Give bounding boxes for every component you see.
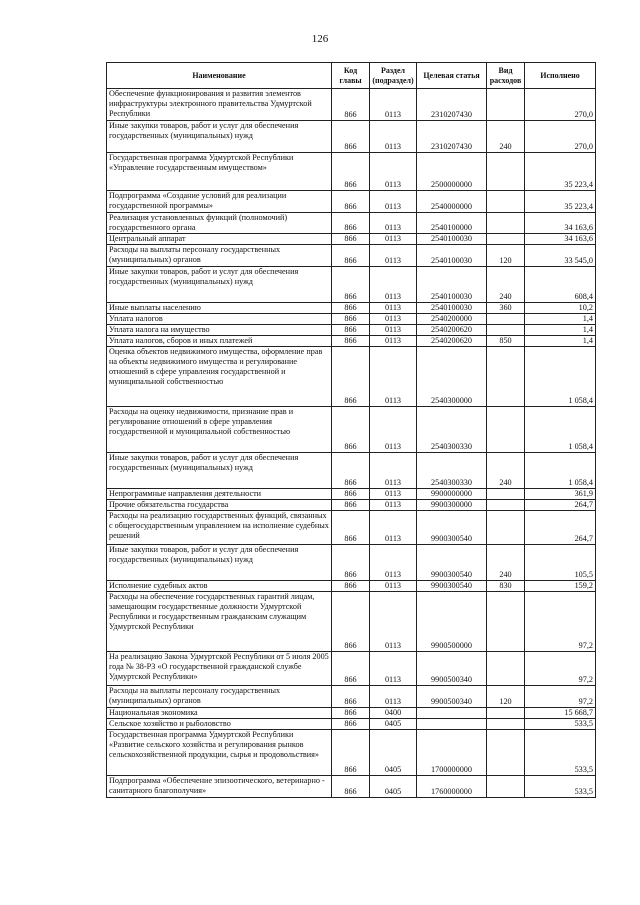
header-done: Исполнено: [525, 63, 596, 89]
row-name: Расходы на обеспечение государственных гарантий лицам, замещающим государственные должности Удмуртской Республики и государственным гражданским служащим Удмуртской Республики: [107, 592, 332, 652]
row-done: 97,2: [525, 686, 596, 708]
row-kind: [487, 719, 525, 730]
row-name: Иные закупки товаров, работ и услуг для обеспечения государственных (муниципальных) нужд: [107, 267, 332, 303]
row-item: 2540300000: [417, 347, 487, 407]
row-kind: 240: [487, 267, 525, 303]
row-section: 0113: [370, 511, 417, 545]
row-name: Прочие обязательства государства: [107, 500, 332, 511]
row-done: 1,4: [525, 336, 596, 347]
row-name: Расходы на реализацию государственных функций, связанных с общегосударственным управлением на исполнение судебных решений: [107, 511, 332, 545]
row-name: Государственная программа Удмуртской Республики «Развитие сельского хозяйства и регулирования рынков сельскохозяйственной продукции, сырья и продовольствия»: [107, 730, 332, 776]
row-item: 9900300540: [417, 511, 487, 545]
row-section: 0113: [370, 234, 417, 245]
header-section: Раздел (подраздел): [370, 63, 417, 89]
row-done: 608,4: [525, 267, 596, 303]
row-item: 2540200620: [417, 325, 487, 336]
row-code: 866: [332, 89, 370, 121]
row-name: Центральный аппарат: [107, 234, 332, 245]
row-section: 0113: [370, 581, 417, 592]
row-section: 0113: [370, 153, 417, 191]
table-row: [107, 325, 596, 336]
row-done: 1,4: [525, 314, 596, 325]
row-item: 1700000000: [417, 730, 487, 776]
row-item: 9900000000: [417, 489, 487, 500]
row-section: 0113: [370, 314, 417, 325]
table-row: [107, 708, 596, 719]
row-section: 0113: [370, 686, 417, 708]
row-done: 105,5: [525, 545, 596, 581]
row-kind: [487, 776, 525, 798]
row-item: 9900300000: [417, 500, 487, 511]
table-row: [107, 153, 596, 191]
row-item: [417, 708, 487, 719]
row-code: 866: [332, 153, 370, 191]
row-item: 2310207430: [417, 89, 487, 121]
header-kind: Вид расходов: [487, 63, 525, 89]
row-item: 2540100000: [417, 213, 487, 234]
row-done: 270,0: [525, 89, 596, 121]
row-code: 866: [332, 303, 370, 314]
row-section: 0113: [370, 592, 417, 652]
row-done: 1 058,4: [525, 453, 596, 489]
row-item: 9900300540: [417, 545, 487, 581]
row-item: 2540100030: [417, 303, 487, 314]
header-code: Код главы: [332, 63, 370, 89]
row-kind: [487, 652, 525, 686]
table-row: [107, 347, 596, 407]
row-kind: [487, 500, 525, 511]
row-kind: 240: [487, 121, 525, 153]
row-code: 866: [332, 776, 370, 798]
header-name: Наименование: [107, 63, 332, 89]
row-name: Расходы на выплаты персоналу государственных (муниципальных) органов: [107, 245, 332, 267]
row-code: 866: [332, 652, 370, 686]
row-kind: [487, 325, 525, 336]
row-done: 34 163,6: [525, 234, 596, 245]
row-kind: [487, 511, 525, 545]
row-name: Подпрограмма «Обеспечение эпизоотического, ветеринарно - санитарного благополучия»: [107, 776, 332, 798]
row-code: 866: [332, 686, 370, 708]
row-section: 0113: [370, 347, 417, 407]
row-name: Иные закупки товаров, работ и услуг для обеспечения государственных (муниципальных) нужд: [107, 453, 332, 489]
row-kind: [487, 730, 525, 776]
row-section: 0113: [370, 489, 417, 500]
row-done: 10,2: [525, 303, 596, 314]
row-kind: [487, 213, 525, 234]
table-row: [107, 191, 596, 213]
row-name: Национальная экономика: [107, 708, 332, 719]
row-section: 0113: [370, 336, 417, 347]
table-row: [107, 213, 596, 234]
row-kind: [487, 191, 525, 213]
row-done: 264,7: [525, 511, 596, 545]
table-row: [107, 500, 596, 511]
row-name: Сельское хозяйство и рыболовство: [107, 719, 332, 730]
row-name: Расходы на выплаты персоналу государственных (муниципальных) органов: [107, 686, 332, 708]
row-section: 0113: [370, 453, 417, 489]
row-name: Уплата налога на имущество: [107, 325, 332, 336]
table-body: [107, 89, 596, 798]
row-done: 35 223,4: [525, 191, 596, 213]
row-name: Иные выплаты населению: [107, 303, 332, 314]
row-kind: 120: [487, 245, 525, 267]
row-section: 0400: [370, 708, 417, 719]
table-row: [107, 776, 596, 798]
row-name: Иные закупки товаров, работ и услуг для обеспечения государственных (муниципальных) нужд: [107, 545, 332, 581]
row-name: Реализация установленных функций (полномочий) государственного органа: [107, 213, 332, 234]
row-section: 0113: [370, 407, 417, 453]
row-item: 2540000000: [417, 191, 487, 213]
table-row: [107, 453, 596, 489]
row-section: 0113: [370, 213, 417, 234]
row-code: 866: [332, 730, 370, 776]
row-kind: 850: [487, 336, 525, 347]
header-item: Целевая статья: [417, 63, 487, 89]
row-name: Оценка объектов недвижимого имущества, оформление прав на объекты недвижимого имущества и регулирование отношений в сфере управления государственной и муниципальной собственностью: [107, 347, 332, 407]
row-kind: [487, 407, 525, 453]
row-name: Иные закупки товаров, работ и услуг для обеспечения государственных (муниципальных) нужд: [107, 121, 332, 153]
row-code: 866: [332, 511, 370, 545]
row-done: 270,0: [525, 121, 596, 153]
table-row: [107, 407, 596, 453]
row-code: 866: [332, 545, 370, 581]
row-item: 2540300330: [417, 453, 487, 489]
row-code: 866: [332, 267, 370, 303]
table-row: [107, 719, 596, 730]
table-row: [107, 511, 596, 545]
row-section: 0113: [370, 121, 417, 153]
page-number: 126: [311, 33, 329, 45]
row-name: На реализацию Закона Удмуртской Республики от 5 июля 2005 года № 38-РЗ «О государственной гражданской службе Удмуртской Республики»: [107, 652, 332, 686]
row-item: 2540100030: [417, 234, 487, 245]
row-item: 9900500000: [417, 592, 487, 652]
row-item: 1760000000: [417, 776, 487, 798]
row-done: 264,7: [525, 500, 596, 511]
row-done: 533,5: [525, 730, 596, 776]
table-row: [107, 267, 596, 303]
row-section: 0113: [370, 652, 417, 686]
table-row: [107, 652, 596, 686]
row-item: 2540100030: [417, 245, 487, 267]
row-kind: 830: [487, 581, 525, 592]
row-item: 2310207430: [417, 121, 487, 153]
row-done: 34 163,6: [525, 213, 596, 234]
row-kind: [487, 234, 525, 245]
table-row: [107, 89, 596, 121]
row-section: 0113: [370, 325, 417, 336]
row-section: 0405: [370, 719, 417, 730]
row-section: 0113: [370, 89, 417, 121]
table-row: [107, 489, 596, 500]
row-item: 2500000000: [417, 153, 487, 191]
row-code: 866: [332, 245, 370, 267]
row-item: 2540100030: [417, 267, 487, 303]
row-item: 9900500340: [417, 686, 487, 708]
row-code: 866: [332, 314, 370, 325]
table-row: [107, 730, 596, 776]
table-row: [107, 336, 596, 347]
row-section: 0405: [370, 776, 417, 798]
row-code: 866: [332, 592, 370, 652]
row-done: 97,2: [525, 652, 596, 686]
table-row: [107, 303, 596, 314]
row-section: 0113: [370, 545, 417, 581]
row-done: 533,5: [525, 719, 596, 730]
row-name: Обеспечение функционирования и развития элементов инфраструктуры электронного правительства Удмуртской Республики: [107, 89, 332, 121]
row-code: 866: [332, 325, 370, 336]
row-done: 533,5: [525, 776, 596, 798]
row-code: 866: [332, 500, 370, 511]
row-kind: [487, 314, 525, 325]
row-section: 0405: [370, 730, 417, 776]
row-done: 159,2: [525, 581, 596, 592]
row-code: 866: [332, 489, 370, 500]
row-section: 0113: [370, 191, 417, 213]
row-code: 866: [332, 407, 370, 453]
row-section: 0113: [370, 245, 417, 267]
table-row: [107, 121, 596, 153]
table-row: [107, 234, 596, 245]
row-item: 2540300330: [417, 407, 487, 453]
row-kind: 360: [487, 303, 525, 314]
row-name: Подпрограмма «Создание условий для реализации государственной программы»: [107, 191, 332, 213]
row-done: 1 058,4: [525, 347, 596, 407]
row-name: Расходы на оценку недвижимости, признание прав и регулирование отношений в сфере управления государственной и муниципальной собственностью: [107, 407, 332, 453]
row-name: Исполнение судебных актов: [107, 581, 332, 592]
row-code: 866: [332, 213, 370, 234]
table-row: [107, 581, 596, 592]
row-done: 97,2: [525, 592, 596, 652]
table-row: [107, 592, 596, 652]
row-name: Уплата налогов, сборов и иных платежей: [107, 336, 332, 347]
table-row: [107, 686, 596, 708]
row-done: 1 058,4: [525, 407, 596, 453]
row-done: 1,4: [525, 325, 596, 336]
row-code: 866: [332, 708, 370, 719]
row-kind: [487, 89, 525, 121]
row-kind: [487, 708, 525, 719]
table-row: [107, 245, 596, 267]
table-row: [107, 545, 596, 581]
row-kind: [487, 153, 525, 191]
row-done: 361,9: [525, 489, 596, 500]
row-done: 15 668,7: [525, 708, 596, 719]
row-name: Уплата налогов: [107, 314, 332, 325]
row-item: [417, 719, 487, 730]
row-done: 33 545,0: [525, 245, 596, 267]
row-code: 866: [332, 121, 370, 153]
row-code: 866: [332, 581, 370, 592]
row-code: 866: [332, 453, 370, 489]
row-kind: [487, 347, 525, 407]
row-code: 866: [332, 336, 370, 347]
row-item: 9900500340: [417, 652, 487, 686]
row-kind: 240: [487, 545, 525, 581]
row-kind: [487, 592, 525, 652]
row-done: 35 223,4: [525, 153, 596, 191]
row-kind: [487, 489, 525, 500]
table-header-row: [107, 63, 596, 89]
budget-table: [106, 62, 596, 798]
row-name: Государственная программа Удмуртской Республики «Управление государственным имуществом»: [107, 153, 332, 191]
row-section: 0113: [370, 500, 417, 511]
row-code: 866: [332, 719, 370, 730]
row-code: 866: [332, 347, 370, 407]
row-section: 0113: [370, 303, 417, 314]
row-code: 866: [332, 191, 370, 213]
row-item: 2540200620: [417, 336, 487, 347]
table-row: [107, 314, 596, 325]
row-section: 0113: [370, 267, 417, 303]
row-item: 9900300540: [417, 581, 487, 592]
row-name: Непрограммные направления деятельности: [107, 489, 332, 500]
row-kind: 240: [487, 453, 525, 489]
row-kind: 120: [487, 686, 525, 708]
row-item: 2540200000: [417, 314, 487, 325]
row-code: 866: [332, 234, 370, 245]
